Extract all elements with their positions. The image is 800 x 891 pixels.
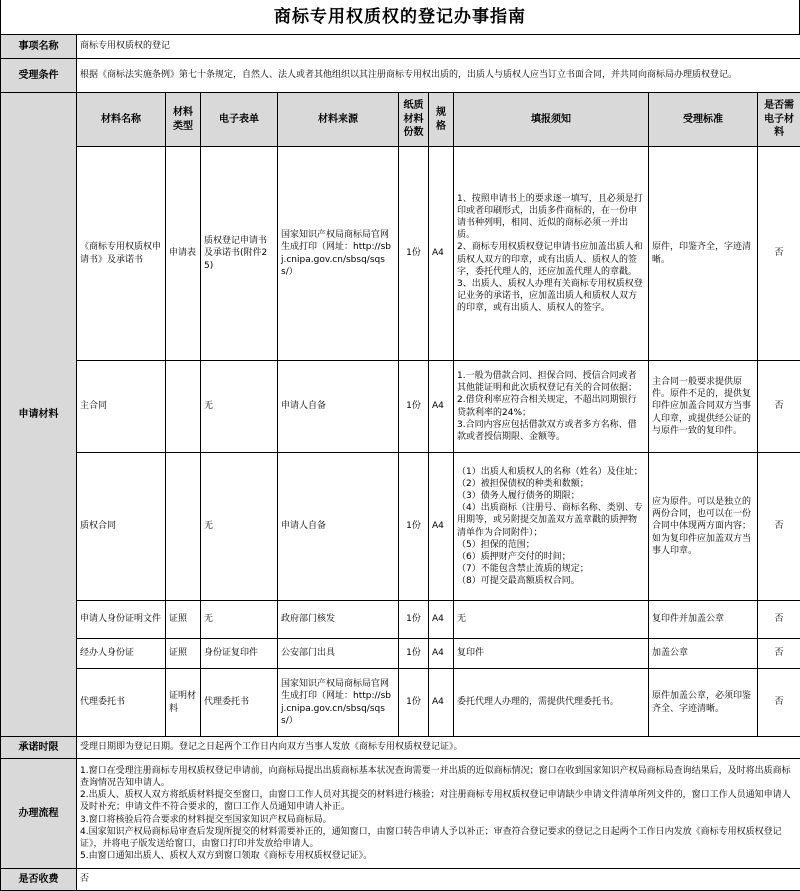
fee-row — [1, 869, 800, 891]
item-name-row — [1, 35, 800, 59]
material-name: 经办人身份证 — [77, 639, 166, 669]
material-standard: 主合同一般要求提供原件。原件不足的，提供复印件应加盖合同双方当事人印章，或提供经公证的与原件一致的复印件。 — [649, 361, 758, 453]
material-source: 国家知识产权局商标局官网生成打印（网址：http://sbj.cnipa.gov.cn/sbsq/sqss/） — [278, 669, 399, 737]
material-spec: A4 — [429, 639, 454, 669]
material-notes: 1.一般为借款合同、担保合同、授信合同或者其他能证明和此次质权登记有关的合同依据； 2.借贷利率应符合相关规定，不超出同期银行贷款利率的24%； 3.合同内容应包括借款双方或者多方名称、借款或者授信期限、金额等。 — [454, 361, 649, 453]
material-standard: 应为原件。可以是独立的两份合同，也可以在一份合同中体现两方面内容；如为复印件应加盖双方当事人印章。 — [649, 453, 758, 601]
material-standard: 原件，印鉴齐全，字迹清晰。 — [649, 147, 758, 361]
material-source: 政府部门核发 — [278, 601, 399, 639]
material-name: 质权合同 — [77, 453, 166, 601]
material-e-form: 无 — [201, 361, 278, 453]
material-e-form: 质权登记申请书及承诺书(附件25) — [201, 147, 278, 361]
material-type: 证照 — [166, 639, 201, 669]
conditions-row — [1, 59, 800, 93]
material-copies: 1份 — [399, 601, 429, 639]
fee-label: 是否收费 — [1, 869, 77, 891]
material-name: 《商标专用权质权申请书》及承诺书 — [77, 147, 166, 361]
material-e-form: 无 — [201, 601, 278, 639]
material-source: 国家知识产权局商标局官网生成打印（网址：http://sbj.cnipa.gov.cn/sbsq/sqss/） — [278, 147, 399, 361]
material-e-form: 身份证复印件 — [201, 639, 278, 669]
material-e-form: 代理委托书 — [201, 669, 278, 737]
material-source: 申请人自备 — [278, 361, 399, 453]
material-notes: （1）出质人和质权人的名称（姓名）及住址； （2）被担保债权的种类和数额； （3）债务人履行债务的期限； （4）出质商标（注册号、商标名称、类别、专用期等，或另附提交加盖双方盖章戳的质押物清单作为合同附件）； （5）担保的范围； （6）质押财产交付的时间； （7）不能包含禁止流质的规定； （8）可提交最高额质权合同。 — [454, 453, 649, 601]
material-copies: 1份 — [399, 639, 429, 669]
materials-header-row — [1, 93, 800, 147]
material-copies: 1份 — [399, 361, 429, 453]
commit-time-row — [1, 737, 800, 759]
item-name-value: 商标专用权质权的登记 — [77, 35, 800, 59]
material-row — [1, 601, 800, 639]
page-title: 商标专用权质权的登记办事指南 — [0, 0, 800, 34]
material-source: 公安部门出具 — [278, 639, 399, 669]
material-type — [166, 361, 201, 453]
material-standard: 原件加盖公章，必须印鉴齐全、字迹清晰。 — [649, 669, 758, 737]
material-electronic: 否 — [758, 147, 800, 361]
material-notes: 1、按照申请书上的要求逐一填写，且必须是打印或者印刷形式，出质多件商标的，在一份申请书种列明，相同、近似的商标必须一并出质。 2、商标专用权质权登记申请书应加盖出质人和质权人双方的印章，或有出质人、质权人的签字，委托代理人的，还应加盖代理人的章戳。 3、出质人、质权人办理有关商标专用权质权登记业务的承诺书，应加盖出质人和质权人双方的印章，或有出质人、质权人的签字。 — [454, 147, 649, 361]
material-spec: A4 — [429, 601, 454, 639]
material-row — [1, 453, 800, 601]
material-electronic: 否 — [758, 669, 800, 737]
header-notes: 填报须知 — [454, 93, 649, 147]
guide-table — [0, 34, 800, 891]
header-material-name: 材料名称 — [77, 93, 166, 147]
material-copies: 1份 — [399, 669, 429, 737]
process-row — [1, 759, 800, 869]
material-spec: A4 — [429, 453, 454, 601]
process-label: 办理流程 — [1, 759, 77, 869]
material-notes: 委托代理人办理的，需提供代理委托书。 — [454, 669, 649, 737]
material-spec: A4 — [429, 361, 454, 453]
header-spec: 规格 — [429, 93, 454, 147]
header-electronic: 是否需电子材料 — [758, 93, 800, 147]
material-electronic: 否 — [758, 601, 800, 639]
material-type: 证明材料 — [166, 669, 201, 737]
material-electronic: 否 — [758, 453, 800, 601]
material-type — [166, 453, 201, 601]
material-notes: 无 — [454, 601, 649, 639]
material-type: 证照 — [166, 601, 201, 639]
material-copies: 1份 — [399, 147, 429, 361]
header-standard: 受理标准 — [649, 93, 758, 147]
material-e-form: 无 — [201, 453, 278, 601]
materials-label: 申请材料 — [1, 93, 77, 737]
material-name: 代理委托书 — [77, 669, 166, 737]
material-copies: 1份 — [399, 453, 429, 601]
material-type: 申请表 — [166, 147, 201, 361]
process-value: 1.窗口在受理注册商标专用权质权登记申请前，向商标局提出出质商标基本状况查询需要一并出质的近似商标情况；窗口在收到国家知识产权局商标局查询结果后，及时将出质商标查询情况告知申请人。 2.出质人、质权人双方将纸质材料提交至窗口，由窗口工作人员对其提交的材料进行核验；对注册商标专用权质权登记申请缺少申请文件清单所列文件的，窗口工作人员通知申请人及时补充；申请文件不符合要求的，窗口工作人员通知申请人补正。 3.窗口将核验后符合要求的材料提交至国家知识产权局商标局。 4.国家知识产权局商标局审查后发现所提交的材料需要补正的，通知窗口，由窗口转告申请人予以补正；审查符合登记要求的登记之日起两个工作日内发放《商标专用权质权登记证》，并将电子版发送给窗口，由窗口打印并发放给申请人。 5.由窗口通知出质人、质权人双方到窗口领取《商标专用权质权登记证》。 — [77, 759, 800, 869]
material-notes: 复印件 — [454, 639, 649, 669]
material-name: 主合同 — [77, 361, 166, 453]
material-electronic: 否 — [758, 361, 800, 453]
material-spec: A4 — [429, 147, 454, 361]
conditions-label: 受理条件 — [1, 59, 77, 93]
material-standard: 复印件并加盖公章 — [649, 601, 758, 639]
material-electronic: 否 — [758, 639, 800, 669]
material-standard: 加盖公章 — [649, 639, 758, 669]
item-name-label: 事项名称 — [1, 35, 77, 59]
header-copies: 纸质材料份数 — [399, 93, 429, 147]
material-row — [1, 669, 800, 737]
material-row — [1, 147, 800, 361]
material-name: 申请人身份证明文件 — [77, 601, 166, 639]
commit-time-label: 承诺时限 — [1, 737, 77, 759]
header-source: 材料来源 — [278, 93, 399, 147]
header-material-type: 材料类型 — [166, 93, 201, 147]
material-row — [1, 361, 800, 453]
commit-time-value: 受理日期即为登记日期。登记之日起两个工作日内向双方当事人发放《商标专用权质权登记证》。 — [77, 737, 800, 759]
conditions-value: 根据《商标法实施条例》第七十条规定，自然人、法人或者其他组织以其注册商标专用权出质的，出质人与质权人应当订立书面合同，并共同向商标局办理质权登记。 — [77, 59, 800, 93]
header-e-form: 电子表单 — [201, 93, 278, 147]
material-source: 申请人自备 — [278, 453, 399, 601]
material-row — [1, 639, 800, 669]
material-spec: A4 — [429, 669, 454, 737]
fee-value: 否 — [77, 869, 800, 891]
